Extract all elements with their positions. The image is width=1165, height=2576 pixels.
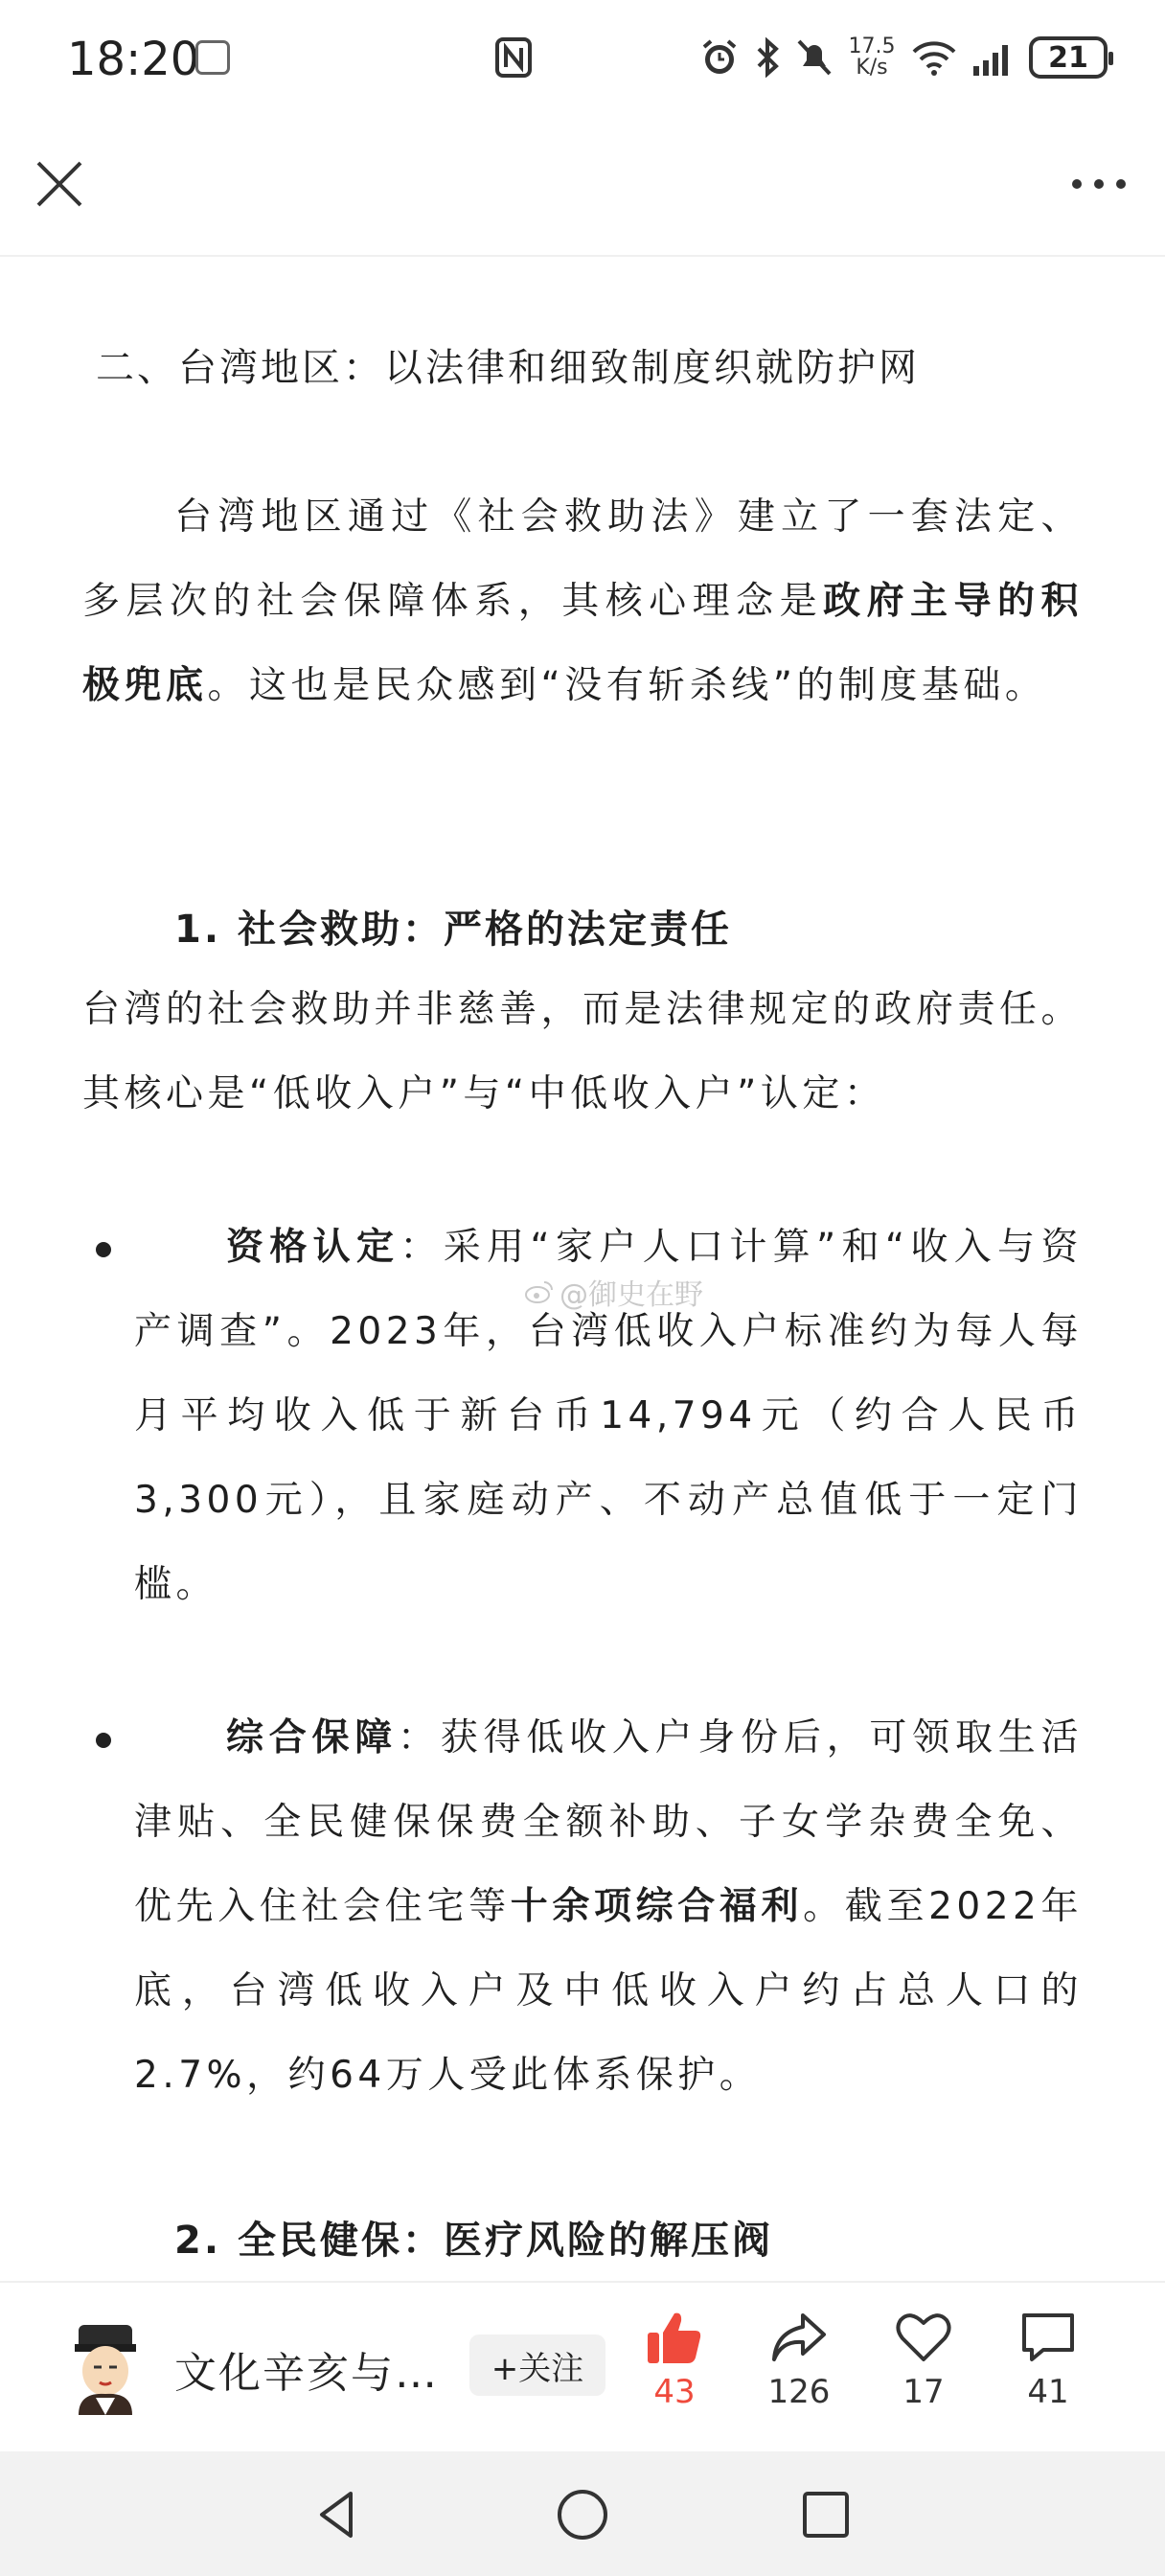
battery-indicator: 21 [1029,36,1108,79]
bullet-marker [96,1733,111,1748]
heart-icon [895,2310,952,2365]
mute-icon [795,37,834,78]
recents-icon[interactable] [797,2486,855,2543]
comment-count: 41 [1027,2373,1069,2411]
bullet-text-end: 。截至2022年底，台湾低收入户及中低收入户约占总人口的2.7%，约64万人受此体系保护。 [134,1885,1083,2097]
favorite-button[interactable] [876,2310,971,2411]
signal-icon [971,39,1016,76]
section-heading: 二、台湾地区：以法律和细致制度织就防护网 [96,346,920,390]
system-navigation-bar [0,2451,1165,2576]
intro-text-end: 。这也是民众感到“没有斩杀线”的制度基础。 [207,664,1047,707]
comment-icon [1018,2310,1078,2365]
thumbs-up-icon [646,2310,703,2365]
like-button[interactable] [627,2310,722,2411]
home-icon[interactable] [554,2486,611,2543]
more-icon[interactable] [1065,157,1132,211]
bluetooth-icon [753,37,782,78]
weibo-icon [525,1279,554,1304]
favorite-count: 17 [902,2373,945,2411]
close-icon[interactable] [33,157,86,211]
share-button[interactable] [751,2310,847,2411]
watermark-text: @御史在野 [560,1278,703,1312]
intro-bold-text: 政府主导的积极兜底 [82,580,1083,707]
bullet-text: ：采用“家户人口计算”和“收入与资产调查”。2023年，台湾低收入户标准约为每人每月平均收入低于新台币14,794元（约合人民币3,300元），且家庭动产、不动产总值低于一定门槛。 [134,1226,1083,1606]
status-time: 18:20 [67,33,200,86]
network-speed [847,36,897,79]
status-bar [0,0,1165,115]
share-icon [770,2310,828,2365]
top-bar [0,115,1165,257]
bottom-action-bar [0,2281,1165,2453]
back-icon[interactable] [310,2486,368,2543]
bullet-benefits [134,1696,1083,2118]
screenshot-notification-icon [195,40,230,75]
bullet-marker [96,1242,111,1257]
bullet-bold-text: 十余项综合福利 [510,1885,804,1928]
subsection-title-2: 2. 全民健保：医疗风险的解压阀 [174,2219,773,2263]
status-right-icons [699,29,1108,86]
author-avatar[interactable] [65,2323,146,2415]
wifi-icon [910,38,958,77]
follow-button[interactable]: +关注 [469,2334,605,2396]
author-name[interactable]: 文化辛亥与… [174,2349,439,2398]
watermark [525,1271,703,1313]
comment-button[interactable] [1000,2310,1096,2411]
network-speed-value: 17.5 [848,34,896,58]
network-speed-unit: K/s [856,56,888,80]
intro-paragraph [82,475,1083,728]
nfc-icon [494,36,533,79]
alarm-icon [699,37,740,78]
bullet-label: 资格认定 [226,1226,400,1269]
like-count: 43 [653,2373,696,2411]
bullet-label: 综合保障 [226,1716,399,1760]
subsection-1-paragraph: 台湾的社会救助并非慈善，而是法律规定的政府责任。其核心是“低收入户”与“中低收入户”认定： [82,988,1084,1116]
bullet-text: ：获得低收入户身份后，可领取生活津贴、全民健保保费全额补助、子女学杂费全免、优先入住社会住宅等 [134,1716,1083,1928]
share-count: 126 [767,2373,831,2411]
bullet-eligibility [134,1206,1083,1627]
intro-text: 台湾地区通过《社会救助法》建立了一套法定、多层次的社会保障体系，其核心理念是 [82,495,1083,623]
subsection-title-1: 1. 社会救助：严格的法定责任 [174,908,732,952]
